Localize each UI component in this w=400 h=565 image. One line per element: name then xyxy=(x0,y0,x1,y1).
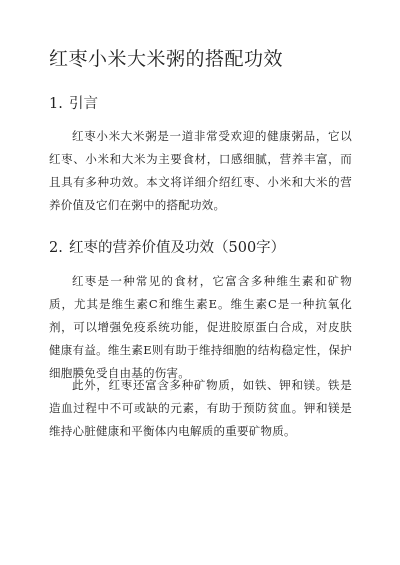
section-number: 1. xyxy=(49,96,63,112)
intro-paragraph: 红枣小米大米粥是一道非常受欢迎的健康粥品，它以红枣、小米和大米为主要食材，口感细腻，营养丰富，而且具有多种功效。本文将详细介绍红枣、小米和大米的营养价值及它们在粥中的搭配功效。 xyxy=(49,129,352,212)
section-title: 红枣的营养价值及功效（500字） xyxy=(69,240,286,256)
section-number: 2. xyxy=(49,240,63,256)
section-heading-intro xyxy=(49,94,359,114)
document-title: 红枣小米大米粥的搭配功效 xyxy=(49,48,284,70)
jujube-vitamins-paragraph: 红枣是一种常见的食材，它富含多种维生素和矿物质，尤其是维生素C和维生素E。维生素C是一种抗氧化剂，可以增强免疫系统功能，促进胶原蛋白合成，对皮肤健康有益。维生素E则有助于维持细胞的结构稳定性，保护细胞膜免受自由基的伤害。 xyxy=(49,274,352,380)
section-title: 引言 xyxy=(69,96,98,112)
jujube-minerals-paragraph: 此外，红枣还富含多种矿物质，如铁、钾和镁。铁是造血过程中不可或缺的元素，有助于预防贫血。钾和镁是维持心脏健康和平衡体内电解质的重要矿物质。 xyxy=(49,378,352,438)
section-heading-jujube xyxy=(49,238,359,258)
